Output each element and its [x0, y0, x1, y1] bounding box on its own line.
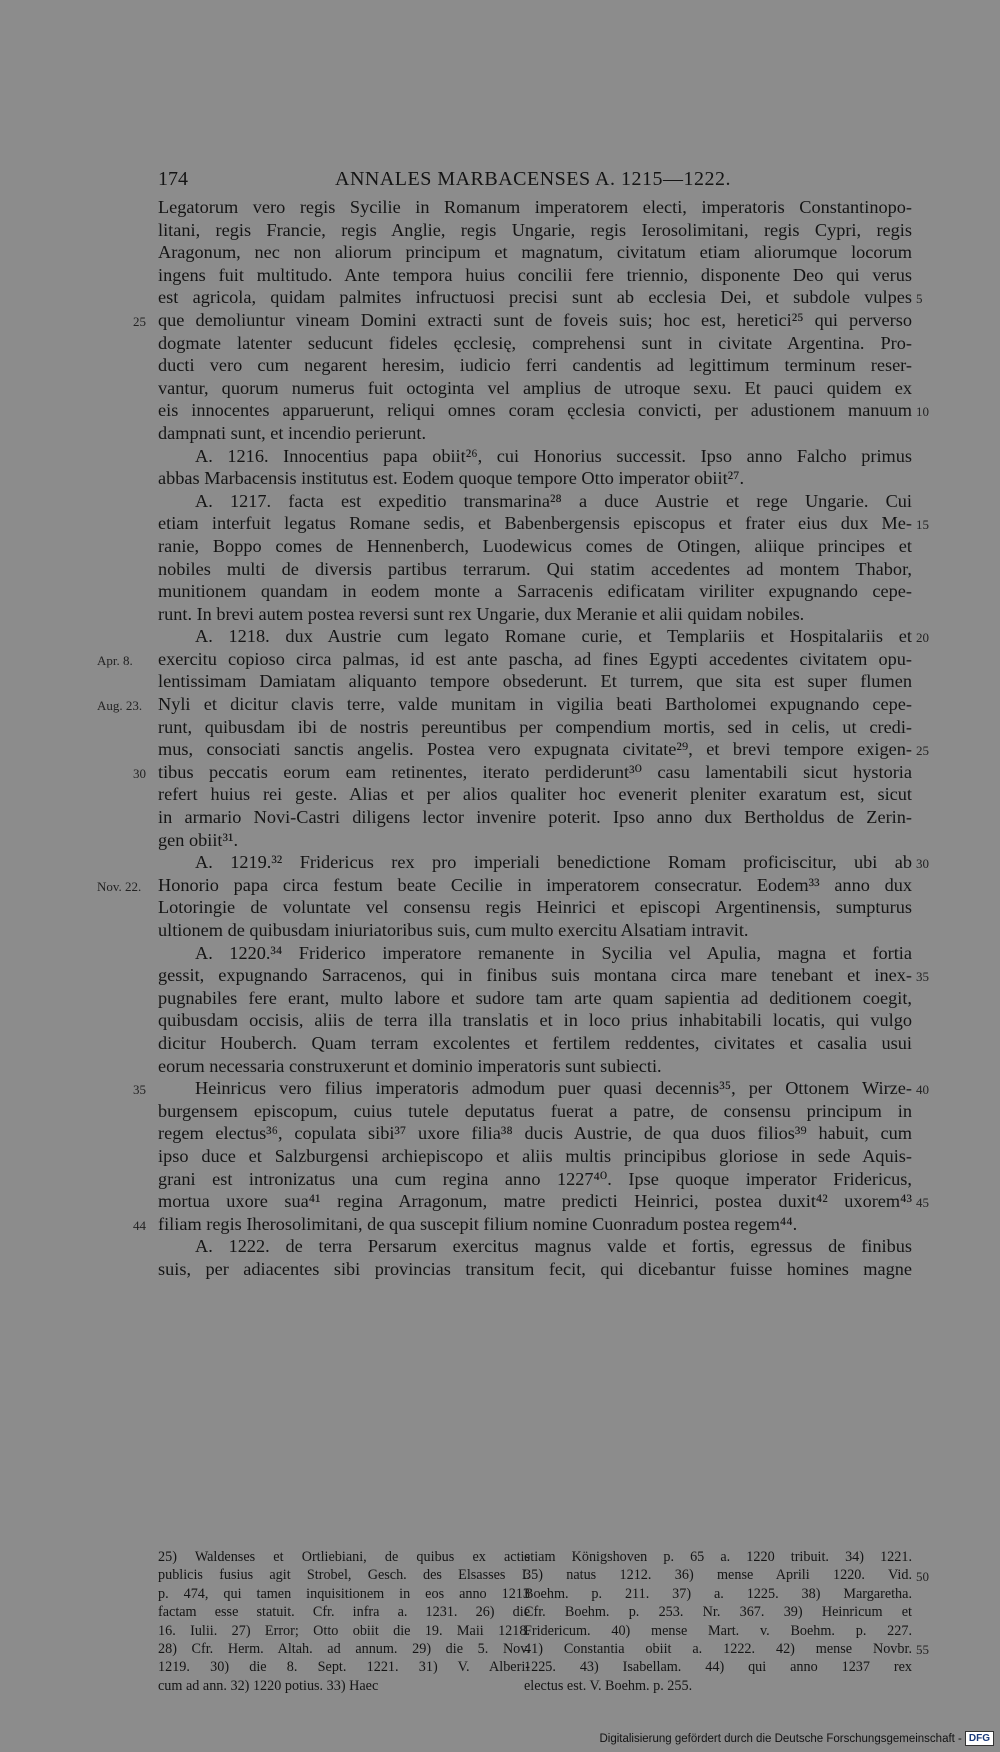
text-line: burgensem episcopum, cuius tutele deputatus fuerat a patre, de consensu principum in [158, 1100, 912, 1121]
line-number: 40 [916, 1082, 929, 1098]
footnote-line: 35) natus 1212. 36) mense Aprili 1220. Vid. [524, 1567, 912, 1584]
text-line: abbas Marbacensis institutus est. Eodem quoque tempore Otto imperator obiit²⁷. [158, 468, 745, 489]
line-number: 25 [133, 314, 146, 329]
footnote-line: electus est. V. Boehm. p. 255. [524, 1677, 693, 1694]
text-line: mortua uxore sua⁴¹ regina Arragonum, matre predicti Heinrici, postea duxit⁴² uxorem⁴³ [158, 1191, 912, 1212]
text-line: mus, consociati sanctis angelis. Postea vero expugnata civitate²⁹, et brevi tempore exigen- [158, 739, 912, 760]
text-line: ingens fuit multitudo. Ante tempora huius concilii fere triennio, disponente Deo qui verus [158, 264, 912, 285]
dfg-logo-icon: DFG [965, 1731, 994, 1746]
text-line: litani, regis Francie, regis Anglie, regis Ungarie, regis Ierosolimitani, regis Cypri, regis [158, 219, 912, 240]
text-line: A. 1219.³² Fridericus rex pro imperiali benedictione Romam proficiscitur, ubi ab [195, 852, 912, 873]
text-line: A. 1217. facta est expeditio transmarina²⁸ a duce Austrie et rege Ungarie. Cui [195, 490, 912, 511]
text-line: Aragonum, nec non aliorum principum et magnatum, civitatum etiam aliorumque locorum [158, 242, 912, 263]
footnote-line: 1219. 30) die 8. Sept. 1221. 31) V. Alberi- [158, 1659, 530, 1676]
footnote-line-number: 50 [916, 1569, 929, 1584]
text-line: nobiles multi de diversis partibus terrarum. Qui statim accedentes ad montem Thabor, [158, 558, 912, 579]
text-line: munitionem quandam in eodem monte a Sarracenis edificatam viriliter expugnando cepe- [158, 581, 912, 602]
footnote-line: p. 474, qui tamen inquisitionem in eos anno 1213 [158, 1585, 530, 1602]
text-line: runt. In brevi autem postea reversi sunt rex Ungarie, dux Meranie et alii quidam nobiles. [158, 603, 805, 624]
text-line: ipso duce et Salzburgensi archiepiscopo et aliis multis principibus gloriose in sede Aquis- [158, 1145, 912, 1166]
page-number: 174 [158, 168, 188, 190]
line-number: 20 [916, 630, 929, 646]
footnotes-left-column [158, 1548, 530, 1695]
text-line: Honorio papa circa festum beate Cecilie in imperatorem consecratur. Eodem³³ anno dux [158, 874, 912, 895]
text-line: ultionem de quibusdam iniuriatoribus suis, cum multo exercitu Alsatiam intravit. [158, 920, 749, 940]
line-number: 25 [916, 743, 929, 759]
text-line: exercitu copioso circa palmas, id est ante pascha, ad fines Egypti accedentes civitatem opu- [158, 648, 912, 669]
footnote-line: Boehm. p. 211. 37) a. 1225. 38) Margaretha. [524, 1585, 912, 1602]
line-number: 35 [916, 969, 929, 985]
footnote-line: 28) Cfr. Herm. Altah. ad annum. 29) die 5. Nov. [158, 1640, 530, 1657]
text-line: Heinricus vero filius imperatoris admodum puer quasi decennis³⁵, per Ottonem Wirze- [195, 1078, 912, 1099]
text-line: pugnabiles fere erant, multo labore et sudore tam arte quam sapientia ad deditionem coegit, [158, 987, 912, 1008]
text-line: A. 1222. de terra Persarum exercitus magnus valde et fortis, egressus de finibus [195, 1236, 912, 1257]
text-line: suis, per adiacentes sibi provincias transitum fecit, qui dicebantur fuisse homines magne [158, 1258, 912, 1279]
running-title: ANNALES MARBACENSES A. 1215—1222. [335, 168, 731, 190]
margin-date: Aug. 23. [97, 698, 143, 714]
text-line: gessit, expugnando Sarracenos, qui in finibus suis montana circa mare tenebant et inex- [158, 965, 912, 986]
footnote-line: 41) Constantia obiit a. 1222. 42) mense Novbr. [524, 1640, 912, 1657]
text-line: tibus peccatis eorum eam retinentes, iterato perdiderunt³⁰ casu lamentabili sicut hystoria [158, 761, 912, 782]
line-number: 15 [916, 517, 929, 533]
footnote-line: publicis fusius agit Strobel, Gesch. des Elsasses I. [158, 1567, 530, 1584]
text-line: etiam interfuit legatus Romane sedis, et Babenbergensis episcopus et frater eius dux Me- [158, 513, 912, 534]
margin-date: Nov. 22. [97, 879, 142, 894]
footnote-line: etiam Königshoven p. 65 a. 1220 tribuit. 34) 1221. [524, 1549, 912, 1565]
text-line: Lotoringie de voluntate vel consensu regis Heinrici et episcopi Argentinensis, sumpturus [158, 897, 912, 918]
line-number: 5 [916, 291, 923, 307]
text-line: regem electus³⁶, copulata sibi³⁷ uxore filia³⁸ ducis Austrie, de qua duos filios³⁹ habuit, cum [158, 1123, 912, 1144]
footnote-line: Cfr. Boehm. p. 253. Nr. 367. 39) Heinricum et [524, 1604, 912, 1621]
text-line: A. 1216. Innocentius papa obiit²⁶, cui Honorius successit. Ipso anno Falcho primus [195, 445, 912, 466]
text-line: que demoliuntur vineam Domini extracti sunt de foveis suis; hoc est, heretici²⁵ qui perverso [158, 309, 912, 330]
text-line: eis innocentes apparuerunt, reliqui omnes coram ęcclesia convicti, per adustionem manuum [158, 400, 912, 421]
text-line: ranie, Boppo comes de Hennenberch, Luodewicus comes de Otingen, aliique principes et [158, 535, 912, 556]
text-line: est agricola, quidam palmites infructuosi precisi sunt ab ecclesia Dei, et subdole vulpes [158, 287, 912, 308]
footnote-line: Fridericum. 40) mense Mart. v. Boehm. p. 227. [524, 1622, 912, 1639]
running-header [158, 168, 908, 194]
line-number: 30 [916, 856, 929, 872]
text-line: ducti vero cum negarent heresim, iudicio ferri candentis ad legittimum terminum reser- [158, 355, 912, 376]
text-line: refert huius rei geste. Alias et per alios qualiter hoc evenerit pleniter exaratum est, sicut [158, 784, 912, 805]
line-number: 10 [916, 404, 929, 420]
text-line: gen obiit³¹. [158, 829, 239, 850]
line-number: 44 [133, 1218, 146, 1233]
text-line: quibusdam occisis, aliis de terra illa translatis et in loco prius inhabitabili locatis, qui vulgo [158, 1010, 912, 1031]
text-line: A. 1218. dux Austrie cum legato Romane curie, et Templariis et Hospitalariis et [195, 626, 912, 647]
text-line: in armario Novi-Castri diligens lector invenire poterit. Ipso anno dux Bertholdus de Zerin- [158, 807, 912, 828]
text-line: A. 1220.³⁴ Friderico imperatore remanente in Sycilia vel Apulia, magna et fortia [195, 942, 912, 963]
text-line: eorum necessaria construxerunt et dominio imperatoris sunt subiecti. [158, 1055, 662, 1076]
line-number: 45 [916, 1195, 929, 1211]
text-line: lentissimam Damiatam aliquanto tempore obsederunt. Et turrem, que sita est super flumen [158, 671, 912, 692]
footnotes-right-column [524, 1548, 912, 1695]
text-line: dampnati sunt, et incendio perierunt. [158, 422, 427, 443]
footnote-line: factam esse statuit. Cfr. infra a. 1231. 26) die [158, 1604, 530, 1621]
digitization-credit [599, 1731, 994, 1746]
text-line: grani est intronizatus una cum regina anno 1227⁴⁰. Ipse quoque imperator Fridericus, [158, 1168, 912, 1189]
line-number: 30 [133, 766, 146, 781]
text-line: vantur, quorum numerus fuit octoginta vel amplius de utroque sexu. Et pauci quidem ex [158, 377, 912, 398]
footnote-line: cum ad ann. 32) 1220 potius. 33) Haec [158, 1677, 379, 1694]
footnote-line: 25) Waldenses et Ortliebiani, de quibus ex actis [158, 1549, 530, 1565]
footnote-line-number: 55 [916, 1642, 929, 1657]
margin-date: Apr. 8. [97, 653, 133, 668]
text-line: filiam regis Iherosolimitani, de qua suscepit filium nomine Cuonradum postea regem⁴⁴. [158, 1213, 798, 1234]
footnote-line: 1225. 43) Isabellam. 44) qui anno 1237 rex [524, 1659, 912, 1676]
credit-text: Digitalisierung gefördert durch die Deutsche Forschungsgemeinschaft - [599, 1732, 962, 1745]
text-line: dogmate latenter seducunt fideles ęcclesię, comprehensi sunt in civitate Argentina. Pro- [158, 332, 912, 353]
text-line: dicitur Houberch. Quam terram excolentes et fertilem reddentes, civitates et casalia usui [158, 1032, 912, 1053]
main-text [158, 196, 912, 1281]
line-number: 35 [133, 1082, 146, 1098]
text-line: Nyli et dicitur clavis terre, valde munitam in vigilia beati Bartholomei expugnando cepe- [158, 694, 912, 715]
footnote-line: 16. Iulii. 27) Error; Otto obiit die 19. Maii 1218. [158, 1622, 530, 1639]
text-line: Legatorum vero regis Sycilie in Romanum imperatorem electi, imperatoris Constantinopo- [158, 197, 912, 217]
text-line: runt, quibusdam ibi de nostris pereuntibus per compendium mortis, sed in celis, ut credi- [158, 716, 912, 737]
